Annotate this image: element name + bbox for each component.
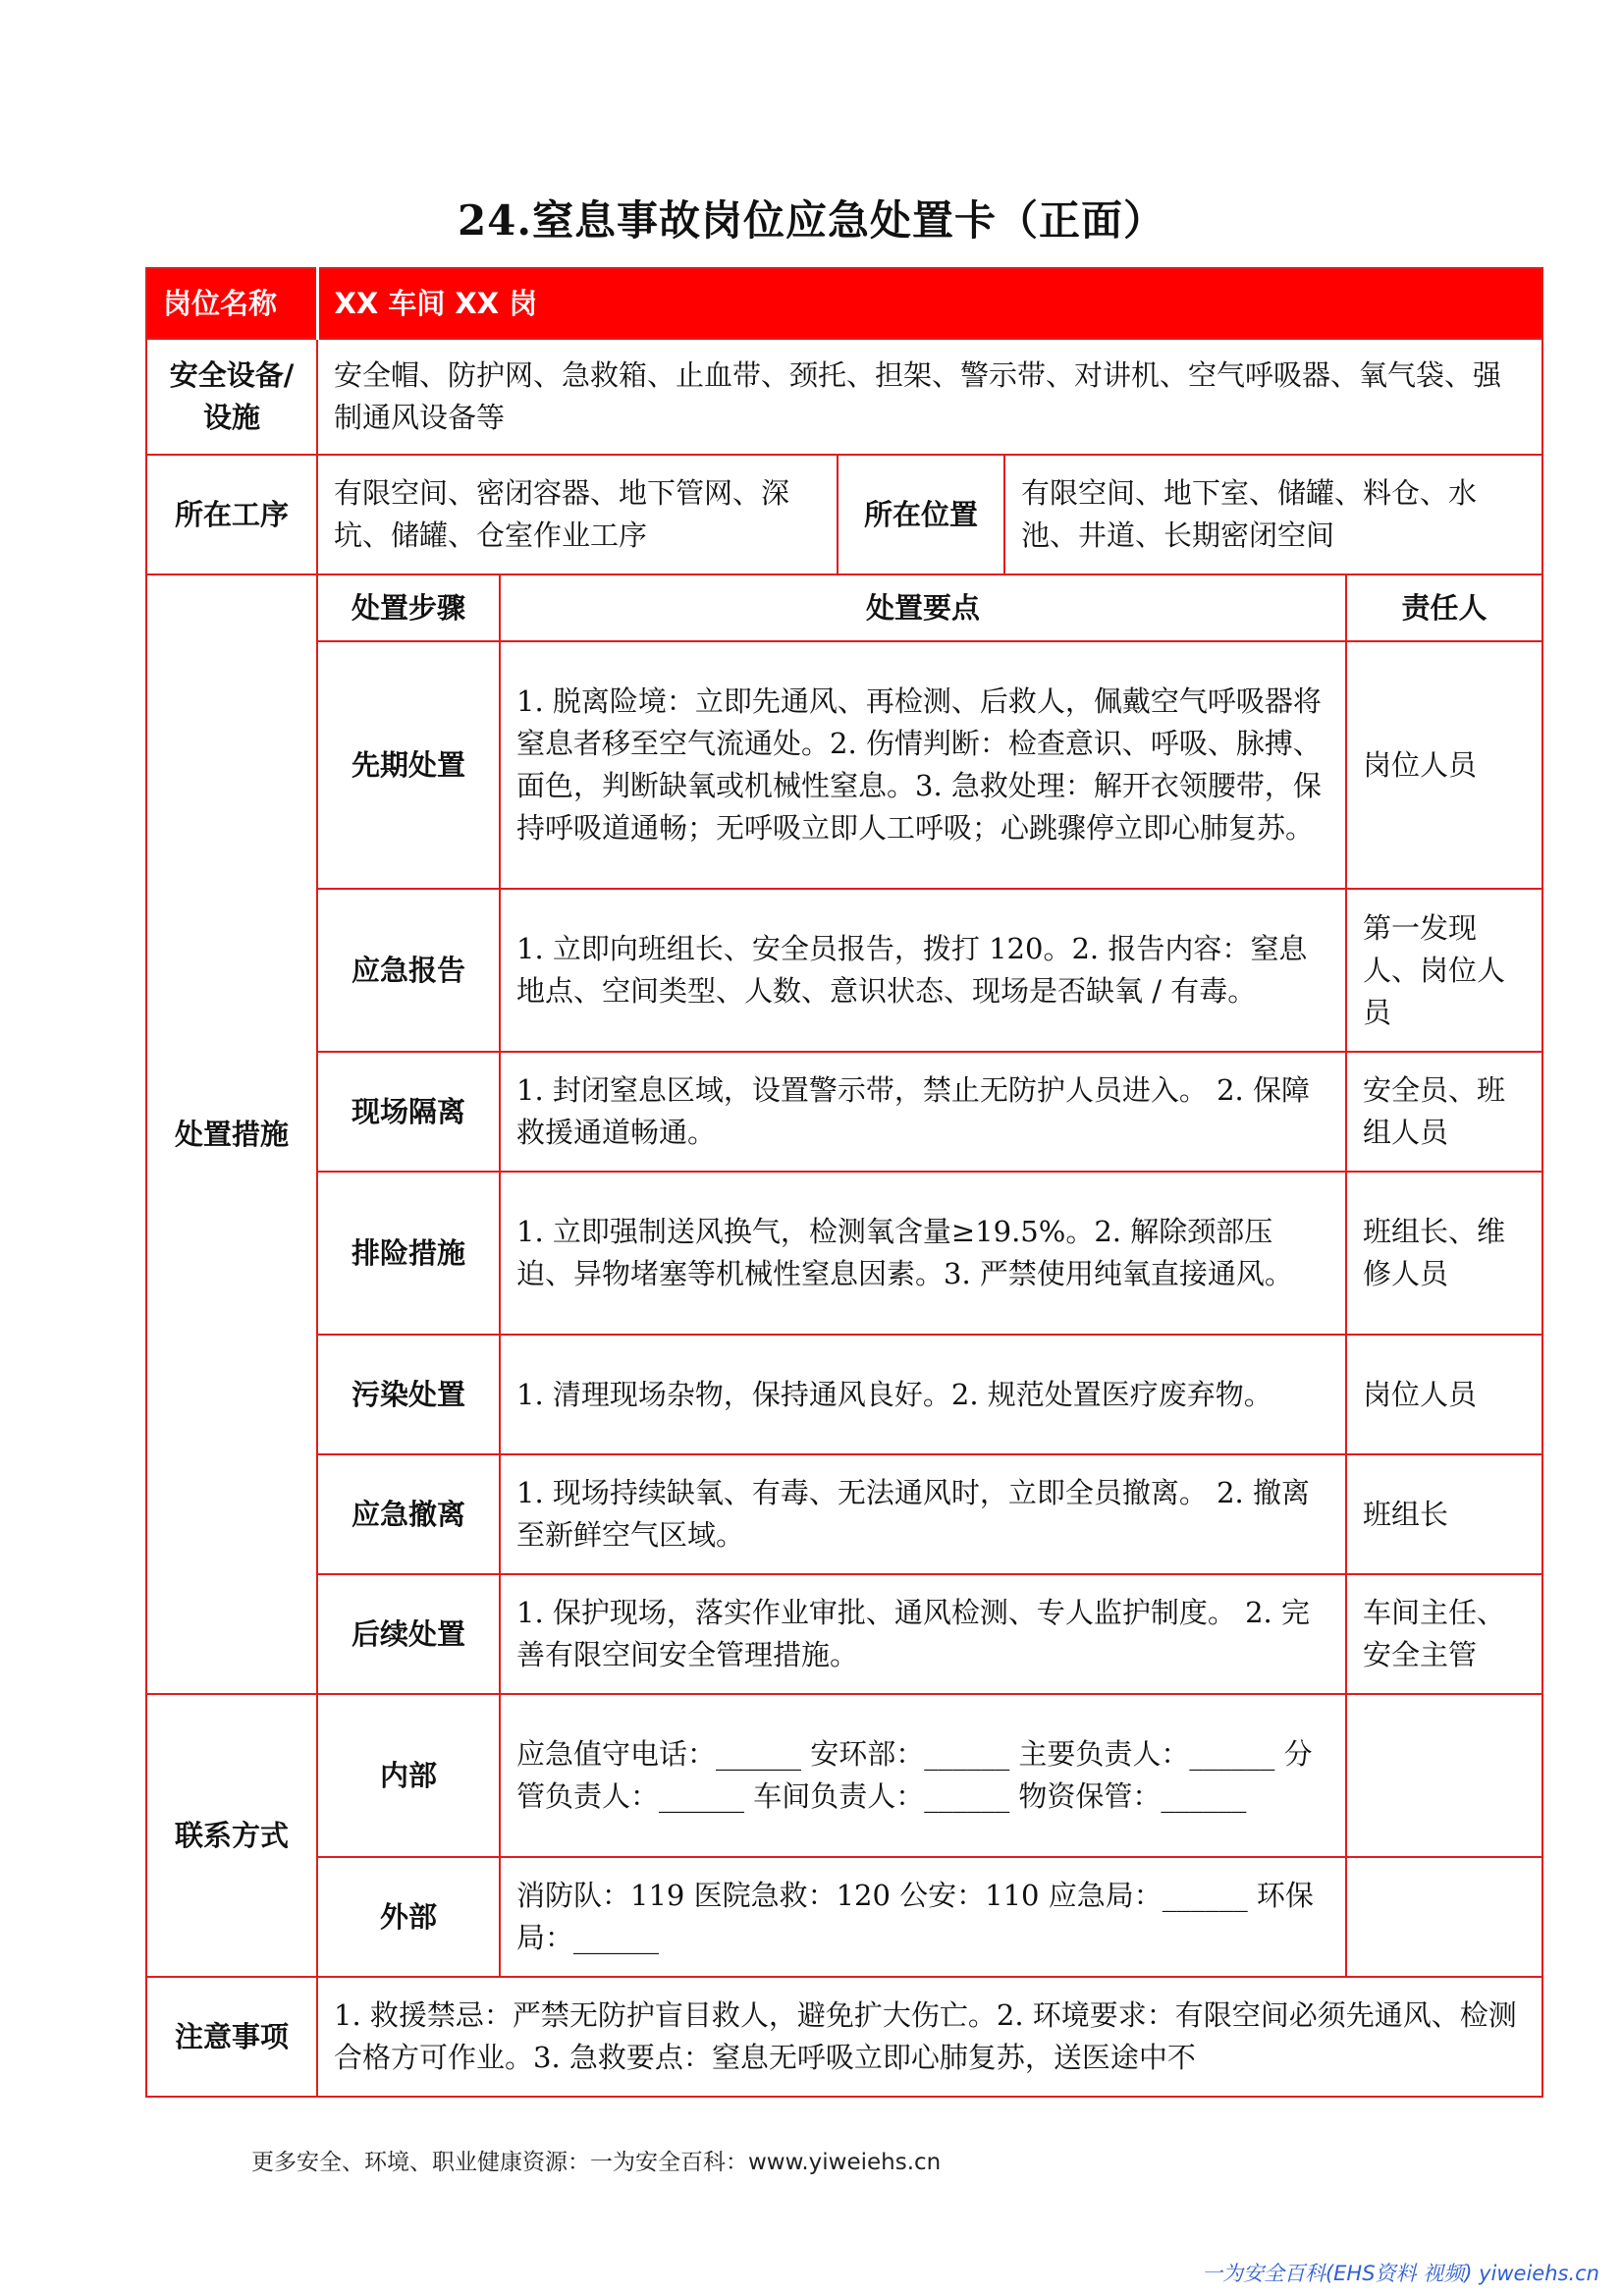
points-cell: 1. 现场持续缺氧、有毒、无法通风时，立即全员撤离。 2. 撤离至新鲜空气区域。 [500,1454,1346,1574]
equipment-row [146,339,1542,455]
process-value: 有限空间、密闭容器、地下管网、深坑、储罐、仓室作业工序 [317,455,838,574]
points-cell: 1. 立即向班组长、安全员报告，拨打 120。2. 报告内容：窒息地点、空间类型、人数、意识状态、现场是否缺氧 / 有毒。 [500,889,1346,1052]
external-owner-empty [1346,1857,1542,1977]
table-row [146,1574,1542,1694]
footer-resources: 更多安全、环境、职业健康资源：一为安全百科：www.yiweiehs.cn [251,2150,942,2175]
contacts-label: 联系方式 [146,1694,317,1977]
owner-cell: 第一发现人、岗位人员 [1346,889,1542,1052]
post-name-value: XX 车间 XX 岗 [317,268,1542,339]
equipment-label: 安全设备/设施 [146,339,317,455]
emergency-card-table [145,267,1543,2098]
step-cell: 后续处置 [317,1574,500,1694]
owner-cell: 岗位人员 [1346,1335,1542,1454]
table-row [146,1454,1542,1574]
internal-owner-empty [1346,1694,1542,1857]
points-cell: 1. 立即强制送风换气，检测氧含量≥19.5%。2. 解除颈部压迫、异物堵塞等机械性窒息因素。3. 严禁使用纯氧直接通风。 [500,1172,1346,1335]
page-title: 24.窒息事故岗位应急处置卡（正面） [457,196,1166,245]
points-cell: 1. 封闭窒息区域，设置警示带，禁止无防护人员进入。 2. 保障救援通道畅通。 [500,1052,1346,1172]
owner-cell: 班组长 [1346,1454,1542,1574]
process-location-row [146,455,1542,574]
watermark-text: 一为安全百科(EHS资料 视频) yiweiehs.cn [1201,2262,1599,2285]
step-cell: 现场隔离 [317,1052,500,1172]
points-cell: 1. 脱离险境：立即先通风、再检测、后救人，佩戴空气呼吸器将窒息者移至空气流通处。2. 伤情判断：检查意识、呼吸、脉搏、面色，判断缺氧或机械性窒息。3. 急救处理：解开衣领腰带，保持呼吸道通畅；无呼吸立即人工呼吸；心跳骤停立即心肺复苏。 [500,641,1346,889]
points-column-header: 处置要点 [500,574,1346,641]
internal-label: 内部 [317,1694,500,1857]
location-value: 有限空间、地下室、储罐、料仓、水池、井道、长期密闭空间 [1004,455,1542,574]
step-cell: 先期处置 [317,641,500,889]
contacts-external-row [146,1857,1542,1977]
notes-label: 注意事项 [146,1977,317,2097]
table-row [146,1335,1542,1454]
step-cell: 应急撤离 [317,1454,500,1574]
process-label: 所在工序 [146,455,317,574]
notes-value: 1. 救援禁忌：严禁无防护盲目救人，避免扩大伤亡。2. 环境要求：有限空间必须先通风、检测合格方可作业。3. 急救要点：窒息无呼吸立即心肺复苏，送医途中不 [317,1977,1542,2097]
location-label: 所在位置 [838,455,1004,574]
owner-cell: 安全员、班组人员 [1346,1052,1542,1172]
header-row [146,268,1542,339]
internal-value: 应急值守电话：______ 安环部：______ 主要负责人：______ 分管负责人：______ 车间负责人：______ 物资保管：______ [500,1694,1346,1857]
post-name-label: 岗位名称 [146,268,317,339]
owner-cell: 班组长、维修人员 [1346,1172,1542,1335]
points-cell: 1. 清理现场杂物，保持通风良好。2. 规范处置医疗废弃物。 [500,1335,1346,1454]
step-column-header: 处置步骤 [317,574,500,641]
external-value: 消防队：119 医院急救：120 公安：110 应急局：______ 环保局：______ [500,1857,1346,1977]
external-label: 外部 [317,1857,500,1977]
owner-column-header: 责任人 [1346,574,1542,641]
equipment-value: 安全帽、防护网、急救箱、止血带、颈托、担架、警示带、对讲机、空气呼吸器、氧气袋、强制通风设备等 [317,339,1542,455]
owner-cell: 岗位人员 [1346,641,1542,889]
measures-label: 处置措施 [146,574,317,1694]
owner-cell: 车间主任、安全主管 [1346,1574,1542,1694]
table-row [146,641,1542,889]
contacts-internal-row [146,1694,1542,1857]
table-row [146,1052,1542,1172]
table-row [146,1172,1542,1335]
step-cell: 应急报告 [317,889,500,1052]
points-cell: 1. 保护现场，落实作业审批、通风检测、专人监护制度。 2. 完善有限空间安全管理措施。 [500,1574,1346,1694]
notes-row [146,1977,1542,2097]
measures-header-row [146,574,1542,641]
table-row [146,889,1542,1052]
step-cell: 排险措施 [317,1172,500,1335]
step-cell: 污染处置 [317,1335,500,1454]
